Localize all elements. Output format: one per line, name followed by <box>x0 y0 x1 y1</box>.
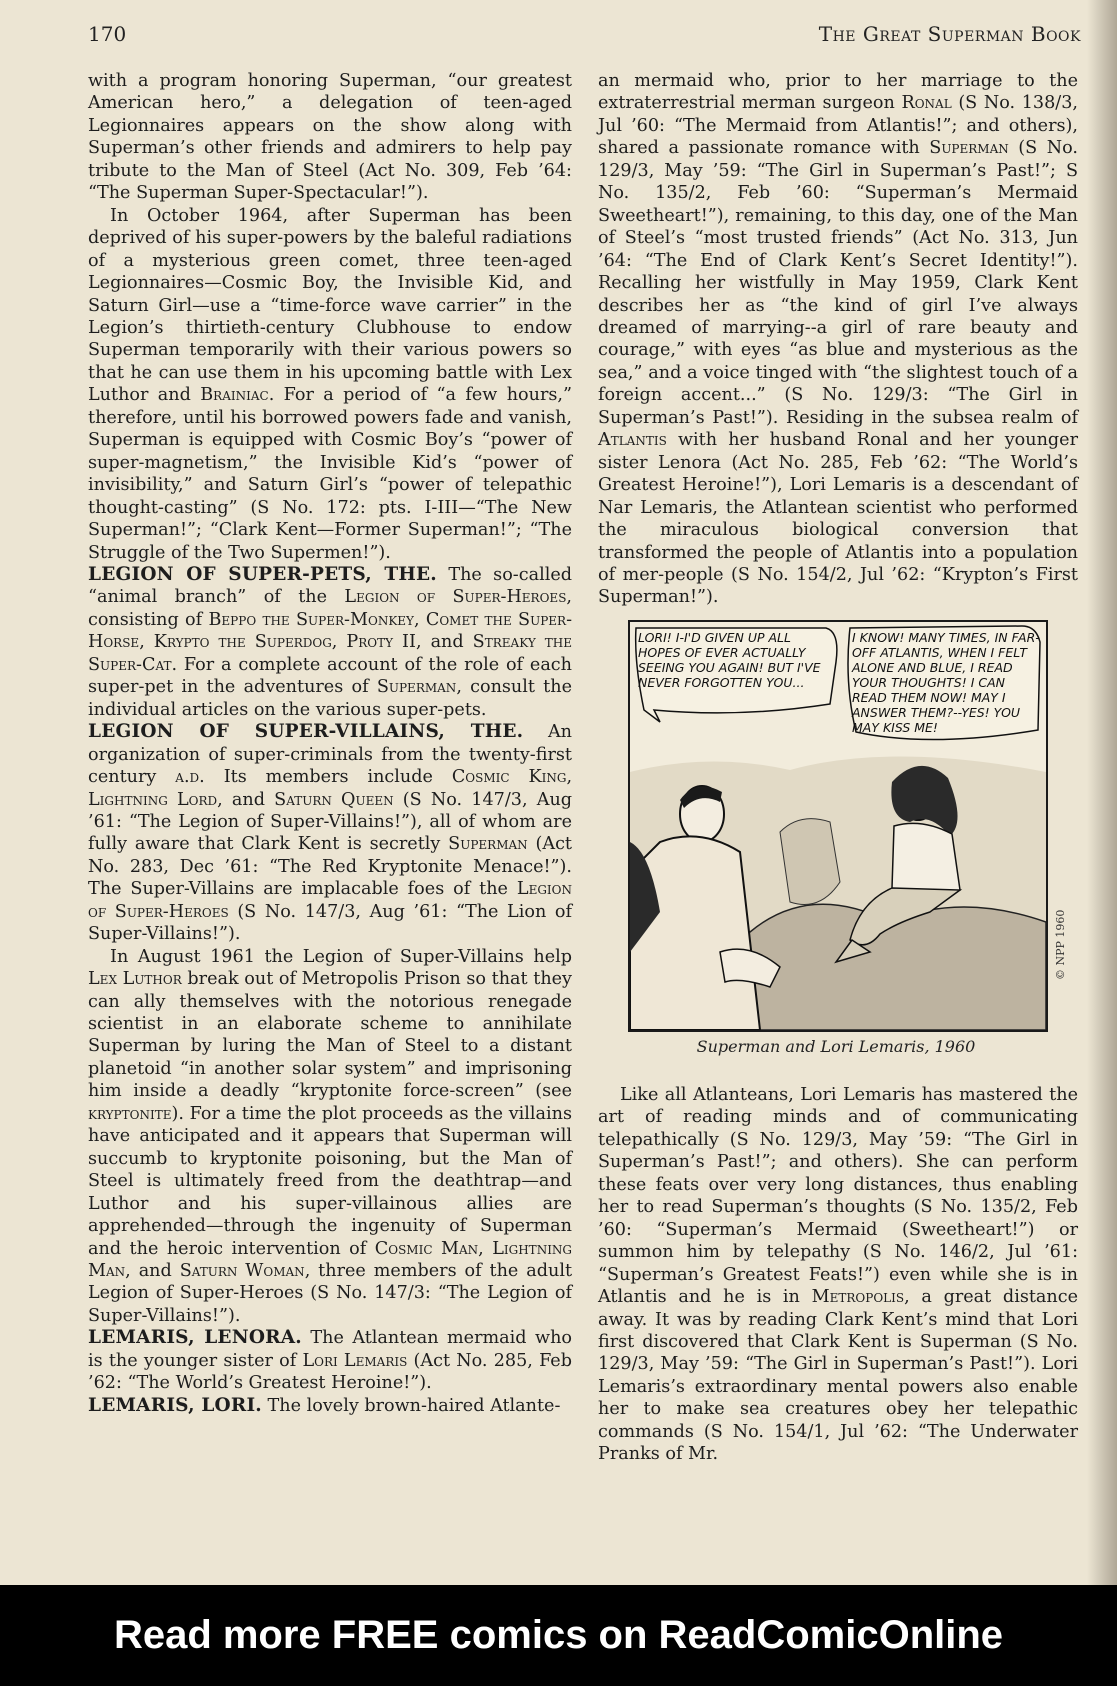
paragraph-august-1961: In August 1961 the Legion of Super-Villains help Lex Luthor break out of Metropolis Prison so that they can ally themselves with the notorious renegade scientist in an elaborate scheme to annihilate Superman by luring the Man of Steel to a distant planetoid “in another solar system” and imprisoning him inside a deadly “kryptonite force-screen” (see kryptonite). For a time the plot proceeds as the villains have anticipated and it appears that Superman will succumb to kryptonite poisoning, but the Man of Steel is ultimately freed from the deathtrap—and Luthor and his super-villainous allies are apprehended—through the ingenuity of Superman and the heroic intervention of Cosmic Man, Lightning Man, and Saturn Woman, three members of the adult Legion of Super-Heroes (S No. 147/3: “The Legion of Super-Villains!”). <box>88 946 573 1326</box>
entry-legion-of-super-pets: LEGION OF SUPER-PETS, THE. The so-called “animal branch” of the Legion of Super-Heroes, consisting of Beppo the Super-Monkey, Comet the Super-Horse, Krypto the Superdog, Proty II, and Streaky the Super-Cat. For a complete account of the role of each super-pet in the adventures of Superman, consult the individual articles on the various super-pets. <box>88 563 573 720</box>
paragraph-lori-continued: an mermaid who, prior to her marriage to the extraterrestrial merman surgeon Ronal (S No. 138/3, Jul ’60: “The Mermaid from Atlantis!”; and others), shared a passionate romance with Superman (S No. 129/3, May ’59: “The Girl in Superman’s Past!”; S No. 135/2, Feb ’60: “Superman’s Mermaid Sweetheart!”), remaining, to this day, one of the Man of Steel’s “most trusted friends” (Act No. 313, Jun ’64: “The End of Clark Kent’s Secret Identity!”). Recalling her wistfully in May 1959, Clark Kent describes her as “the kind of girl I’ve always dreamed of marrying--a girl of rare beauty and courage,” with eyes “as blue and mysterious as the sea,” and a voice tinged with “the slightest touch of a foreign accent...” (S No. 129/3: “The Girl in Superman’s Past!”). Residing in the subsea realm of Atlantis with her husband Ronal and her younger sister Lenora (Act No. 285, Feb ’62: “The World’s Greatest Heroine!”), Lori Lemaris is a descendant of Nar Lemaris, the Atlantean scientist who performed the miraculous biological conversion that transformed the people of Atlantis into a population of mer-people (S No. 154/2, Jul ’62: “Krypton’s First Superman!”). <box>598 71 1079 608</box>
page-number: 170 <box>88 22 127 46</box>
entry-heading: LEGION OF SUPER-PETS, THE. <box>88 563 437 585</box>
comic-panel-illustration <box>628 620 1048 1032</box>
speech-text-superman: LORI! I-I'D GIVEN UP ALL HOPES OF EVER ACTUALLY SEEING YOU AGAIN! BUT I'VE NEVER FORGOTTEN YOU... <box>638 630 821 690</box>
running-head: The Great Superman Book <box>818 22 1081 46</box>
left-column <box>88 70 572 1417</box>
right-column-bottom <box>598 1084 1078 1466</box>
copyright-notice: © NPP 1960 <box>1054 909 1067 980</box>
lori-dress <box>892 823 960 894</box>
paragraph-october-1964: In October 1964, after Superman has been deprived of his super-powers by the baleful radiations of a mysterious green comet, three teen-aged Legionnaires—Cosmic Boy, the Invisible Kid, and Saturn Girl—use a “time-force wave carrier” in the Legion’s thirtieth-century Clubhouse to endow Superman temporarily with their various powers so that he can use them in his upcoming battle with Lex Luthor and Brainiac. For a period of “a few hours,” therefore, until his borrowed powers fade and vanish, Superman is equipped with Cosmic Boy’s “power of super-magnetism,” the Invisible Kid’s “power of invisibility,” and Saturn Girl’s “power of telepathic thought-casting” (S No. 172: pts. I-III—“The New Superman!”; “Clark Kent—Former Superman!”; “The Struggle of the Two Supermen!”). <box>88 205 573 563</box>
entry-lemaris-lori: LEMARIS, LORI. The lovely brown-haired Atlante- <box>88 1394 561 1416</box>
entry-heading: LEMARIS, LORI. <box>88 1394 262 1416</box>
entry-legion-of-super-villains: LEGION OF SUPER-VILLAINS, THE. An organization of super-criminals from the twenty-first century a.d. Its members include Cosmic King, Lightning Lord, and Saturn Queen (S No. 147/3, Aug ’61: “The Legion of Super-Villains!”), all of whom are fully aware that Clark Kent is secretly Superman (Act No. 283, Dec ’61: “The Red Kryptonite Menace!”). The Super-Villains are implacable foes of the Legion of Super-Heroes (S No. 147/3, Aug ’61: “The Lion of Super-Villains!”). <box>88 721 573 945</box>
entry-heading: LEMARIS, LENORA. <box>88 1327 302 1349</box>
paragraph-telepathy: Like all Atlanteans, Lori Lemaris has mastered the art of reading minds and of communicating telepathically (S No. 129/3, May ’59: “The Girl in Superman’s Past!”; and others). She can perform these feats over very long distances, thus enabling her to read Superman’s thoughts (S No. 135/2, Feb ’60: “Superman’s Mermaid (Sweetheart!”) or summon him by telepathy (S No. 146/2, Jul ’61: “Superman’s Greatest Feats!”) even while she is in Atlantis and he is in Metropolis, a great distance away. It was by reading Clark Kent’s mind that Lori first discovered that Clark Kent is Superman (S No. 129/3, May ’59: “The Girl in Superman’s Past!”). Lori Lemaris’s extraordinary mental powers also enable her to make sea creatures obey her telepathic commands (S No. 154/1, Jul ’62: “The Underwater Pranks of Mr. <box>598 1085 1078 1465</box>
figure-caption: Superman and Lori Lemaris, 1960 <box>696 1037 976 1056</box>
speech-text-lori: I KNOW! MANY TIMES, IN FAR-OFF ATLANTIS, WHEN I FELT ALONE AND BLUE, I READ YOUR THOUGHTS! I CAN READ THEM NOW! MAY I ANSWER THEM?--YES! YOU MAY KISS ME! <box>852 630 1040 735</box>
entry-lemaris-lenora: LEMARIS, LENORA. The Atlantean mermaid who is the younger sister of Lori Lemaris (Act No. 285, Feb ’62: “The World’s Greatest Heroine!”). <box>88 1327 572 1394</box>
rock-middle <box>780 819 840 905</box>
right-column-top <box>598 70 1078 609</box>
entry-heading: LEGION OF SUPER-VILLAINS, THE. <box>88 721 524 743</box>
promo-banner[interactable]: Read more FREE comics on ReadComicOnline <box>0 1585 1117 1686</box>
superman-body <box>630 836 760 1030</box>
page-spine-shadow <box>1087 0 1117 1585</box>
paragraph-legion-tribute: with a program honoring Superman, “our greatest American hero,” a delegation of teen-aged Legionnaires appears on the show along with Superman’s other friends and admirers to help pay tribute to the Man of Steel (Act No. 309, Feb ’64: “The Superman Super-Spectacular!”). <box>88 71 572 204</box>
